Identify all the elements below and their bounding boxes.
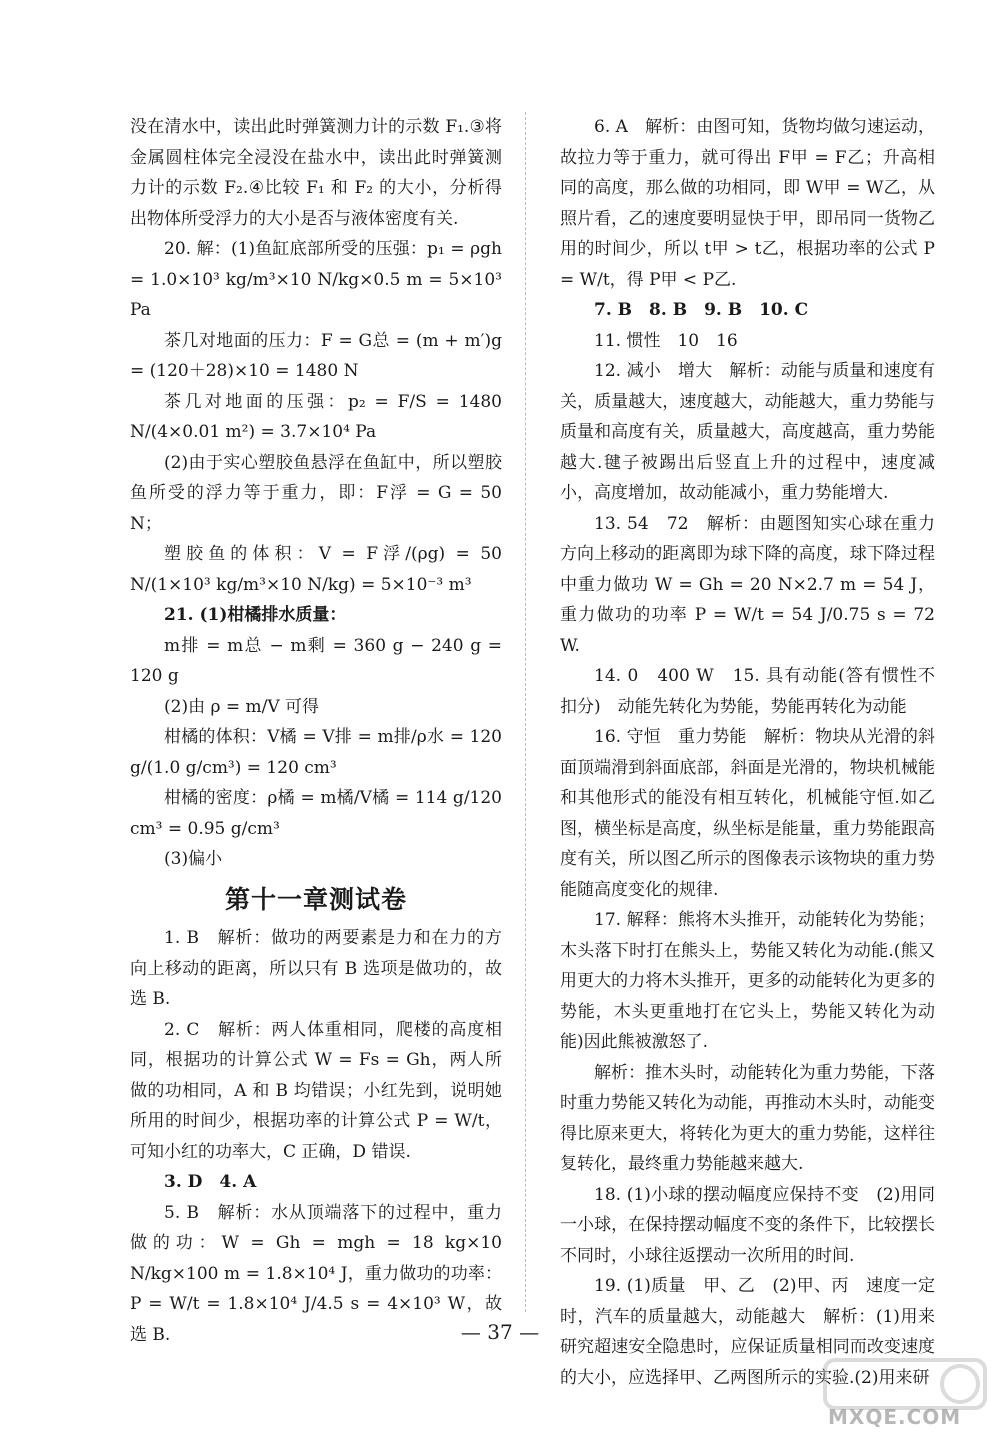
answer-1: 1. B 解析：做功的两要素是力和在力的方向上移动的距离，所以只有 B 选项是做功的，故选 B.: [130, 928, 502, 1009]
column-divider: [525, 112, 526, 1312]
answer-11: 11. 惯性 10 16: [594, 330, 738, 351]
right-column: [560, 112, 935, 1393]
answer-21-part2: (2)由 ρ = m/V 可得: [164, 696, 320, 717]
answer-17: 17. 解释：熊将木头推开，动能转化为势能；木头落下时打在熊头上，势能又转化为动能.(熊又用更大的力将木头推开，更多的动能转化为更多的势能，木头更重地打在它头上，势能又转化为动能)因此熊被激怒了.: [560, 910, 935, 1052]
answer-12: 12. 减小 增大 解析：动能与质量和速度有关，质量越大，速度越大，动能越大，重力势能与质量和高度有关，质量越大，高度越高，重力势能越大.毽子被踢出后竖直上升的过程中，速度减小，高度增加，故动能减小，重力势能增大.: [560, 361, 935, 503]
answer-17-analysis: 解析：推木头时，动能转化为重力势能，下落时重力势能又转化为动能，再推动木头时，动能变得比原来更大，将转化为更大的重力势能，这样往复转化，最终重力势能越来越大.: [560, 1062, 935, 1174]
watermark-text: MXQE.COM: [828, 1405, 962, 1429]
answer-20-part2: (2)由于实心塑胶鱼悬浮在鱼缸中，所以塑胶鱼所受的浮力等于重力，即：F浮 = G = 50 N；: [130, 452, 502, 534]
left-column: [130, 112, 502, 1350]
answer-21-part3: (3)偏小: [164, 849, 223, 869]
answer-2: 2. C 解析：两人体重相同，爬楼的高度相同，根据功的计算公式 W = Fs = Gh，两人所做的功相同，A 和 B 均错误；小红先到，说明她所用的时间少，根据功率的计算公式 P = W/t，可知小红的功率大，C 正确，D 错误.: [130, 1019, 502, 1162]
answer-20-force: 茶几对地面的压力：F = G总 = (m + m′)g = (120＋28)×10 = 1480 N: [130, 330, 502, 381]
paragraph-19-continued: 没在清水中，读出此时弹簧测力计的示数 F₁.③将金属圆柱体完全浸没在盐水中，读出此时弹簧测力计的示数 F₂.④比较 F₁ 和 F₂ 的大小，分析得出物体所受浮力的大小是否与液体密度有关.: [130, 117, 502, 229]
answer-19: 19. (1)质量 甲、乙 (2)甲、丙 速度一定时，汽车的质量越大，动能越大 解析：(1)用来研究超速安全隐患时，应保证质量相同而改变速度的大小，应选择甲、乙两图所示的实验.(2)用来研: [560, 1276, 935, 1388]
answer-20-volume: 塑胶鱼的体积：V = F浮/(ρg) = 50 N/(1×10³ kg/m³×10 N/kg) = 5×10⁻³ m³: [130, 544, 502, 595]
answer-21-volume: 柑橘的体积：V橘 = V排 = m排/ρ水 = 120 g/(1.0 g/cm³) = 120 cm³: [130, 727, 502, 778]
answer-21-part1: 21. (1)柑橘排水质量：: [164, 605, 347, 625]
answer-7-10: 7. B 8. B 9. B 10. C: [594, 300, 809, 320]
page-number: — 37 —: [460, 1320, 540, 1344]
answer-14-15: 14. 0 400 W 15. 具有动能(答有惯性不扣分) 动能先转化为势能，势能再转化为动能: [560, 666, 935, 717]
answer-16: 16. 守恒 重力势能 解析：物块从光滑的斜面顶端滑到斜面底部，斜面是光滑的，物块机械能和其他形式的能没有相互转化，机械能守恒.如乙图，横坐标是高度，纵坐标是能量，重力势能跟高度有关，所以图乙所示的图像表示该物块的重力势能随高度变化的规律.: [560, 727, 935, 900]
answer-6: 6. A 解析：由图可知，货物均做匀速运动，故拉力等于重力，就可得出 F甲 = F乙；升高相同的高度，那么做的功相同，即 W甲 = W乙，从照片看，乙的速度要明显快于甲，即吊同一货物乙用的时间少，所以 t甲 > t乙，根据功率的公式 P = W/t，得 P甲 < P乙.: [560, 117, 935, 290]
chapter-heading: 第十一章测试卷: [224, 884, 407, 914]
answer-20-part1: 20. 解：(1)鱼缸底部所受的压强：p₁ = ρgh = 1.0×10³ kg/m³×10 N/kg×0.5 m = 5×10³ Pa: [130, 239, 502, 320]
answer-5: 5. B 解析：水从顶端落下的过程中，重力做的功：W = Gh = mgh = 18 kg×10 N/kg×100 m = 1.8×10⁴ J，重力做功的功率：P = W/t = 1.8×10⁴ J/4.5 s = 4×10³ W，故选 B.: [130, 1202, 502, 1345]
answer-21-density: 柑橘的密度：ρ橘 = m橘/V橘 = 114 g/120 cm³ = 0.95 g/cm³: [130, 788, 502, 839]
answer-13: 13. 54 72 解析：由题图知实心球在重力方向上移动的距离即为球下降的高度，球下降过程中重力做功 W = Gh = 20 N×2.7 m = 54 J，重力做功的功率 P = W/t = 54 J/0.75 s = 72 W.: [560, 513, 935, 656]
answer-3-4: 3. D 4. A: [164, 1172, 257, 1192]
answer-18: 18. (1)小球的摆动幅度应保持不变 (2)用同一小球，在保持摆动幅度不变的条件下，比较摆长不同时，小球往返摆动一次所用的时间.: [560, 1184, 935, 1266]
answer-21-mass: m排 = m总 − m剩 = 360 g − 240 g = 120 g: [130, 635, 502, 686]
answer-20-pressure: 茶几对地面的压强：p₂ = F/S = 1480 N/(4×0.01 m²) = 3.7×10⁴ Pa: [130, 391, 502, 442]
